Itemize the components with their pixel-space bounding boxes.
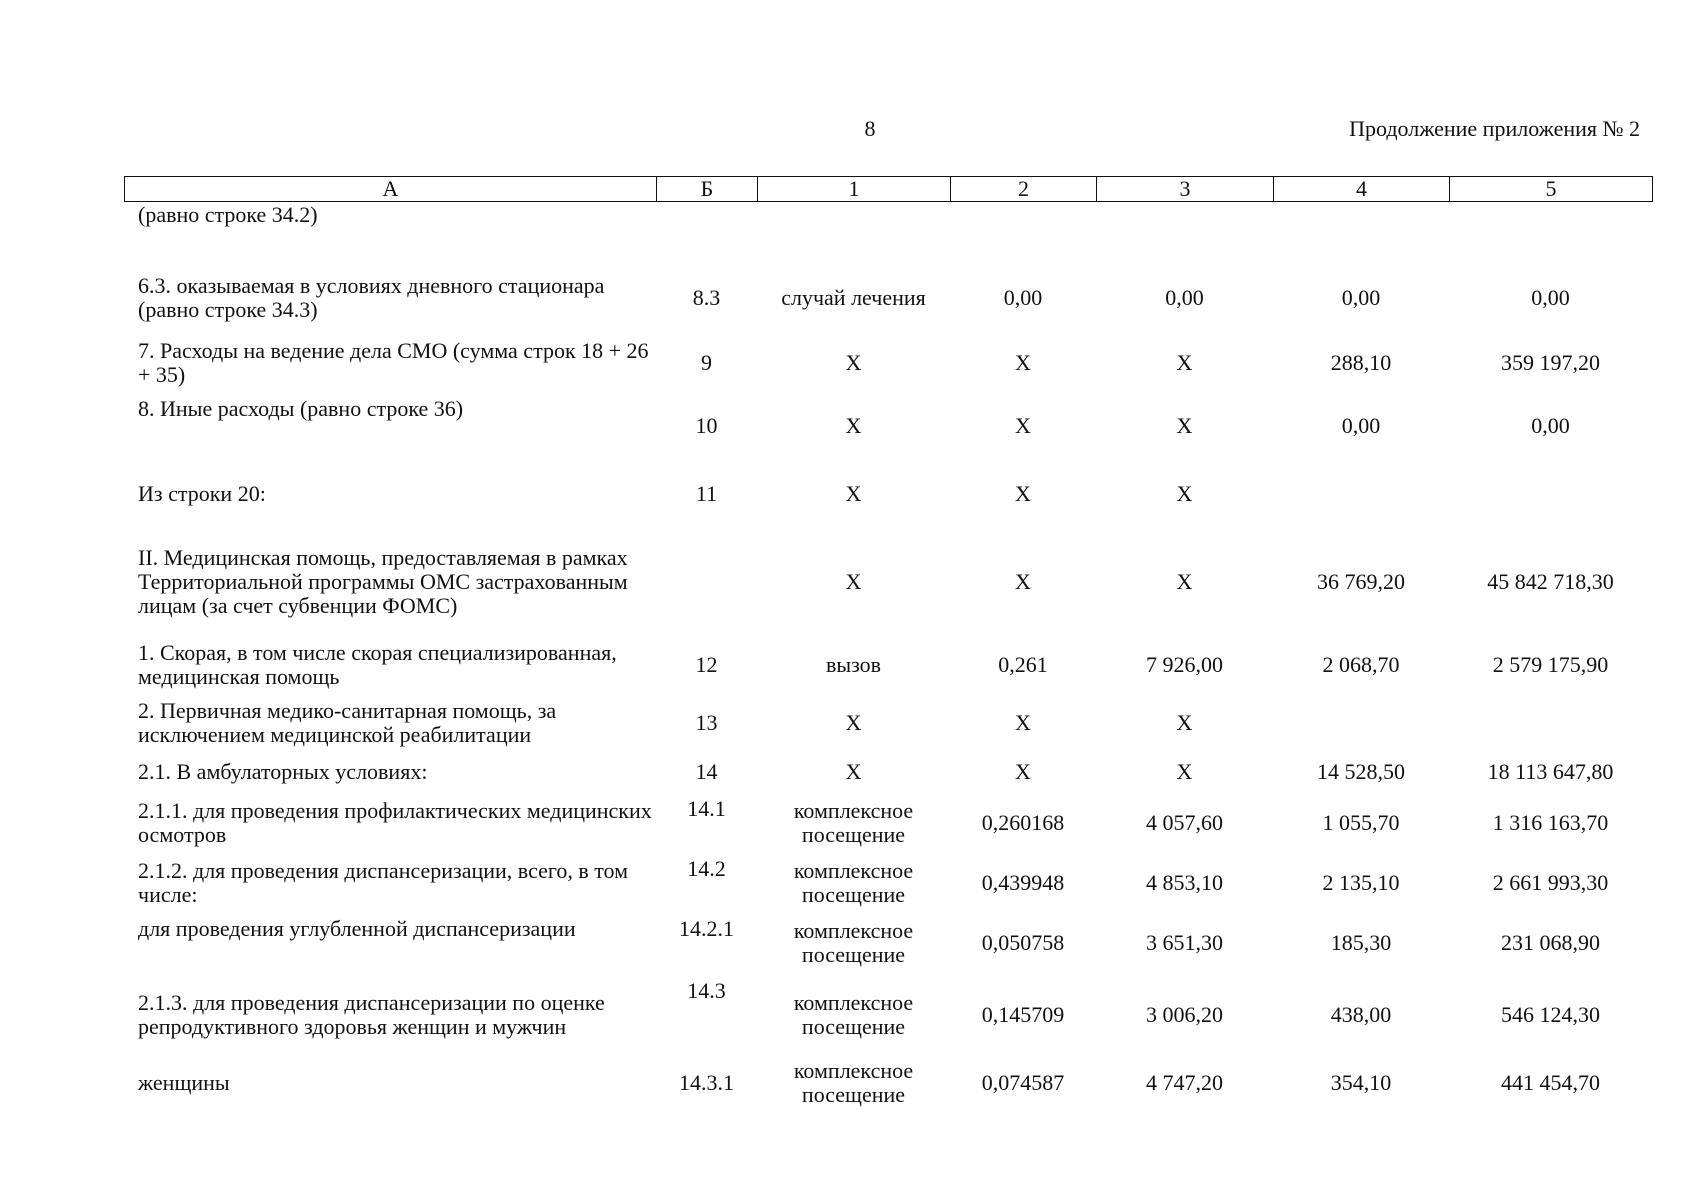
row-code: 13 <box>695 710 718 735</box>
row-code: 12 <box>695 652 718 677</box>
row-value-3: 4 747,20 <box>1146 1070 1223 1095</box>
row-unit: Х <box>845 710 862 735</box>
row-label: для проведения углубленной диспансеризации <box>138 916 576 941</box>
row-value-3: 3 006,20 <box>1146 1002 1223 1027</box>
row-unit: комплексное посещение <box>793 990 914 1039</box>
table-row <box>124 695 1652 751</box>
row-unit: комплексное посещение <box>793 918 914 967</box>
row-code: 14.2.1 <box>679 916 734 941</box>
row-value-3: 7 926,00 <box>1146 652 1223 677</box>
table-row <box>124 203 1652 263</box>
table-row <box>124 853 1652 913</box>
row-code: 9 <box>701 350 712 375</box>
row-value-5: 18 113 647,80 <box>1487 759 1614 784</box>
row-value-2: 0,260168 <box>981 810 1065 835</box>
row-value-2: Х <box>1015 413 1031 438</box>
row-value-5: 546 124,30 <box>1501 1002 1600 1027</box>
table-header <box>124 176 1653 202</box>
row-value-4: 354,10 <box>1330 1070 1392 1095</box>
column-header-1: 1 <box>758 177 951 202</box>
row-value-3 <box>1096 203 1273 263</box>
row-value-4: 0,00 <box>1341 413 1381 438</box>
row-value-5: 2 661 993,30 <box>1492 870 1609 895</box>
row-value-2: Х <box>1015 710 1031 735</box>
row-unit: Х <box>845 481 862 506</box>
column-header-2: 2 <box>951 177 1097 202</box>
row-code: 11 <box>695 481 718 506</box>
table-row <box>124 459 1652 529</box>
column-header-4: 4 <box>1274 177 1450 202</box>
table-row <box>124 1057 1652 1109</box>
row-label: 2.1.2. для проведения диспансеризации, всего, в том числе: <box>138 858 629 907</box>
table-row <box>124 263 1652 333</box>
row-value-5: 0,00 <box>1531 413 1570 438</box>
row-value-4: 288,10 <box>1330 350 1392 375</box>
row-value-5: 1 316 163,70 <box>1492 810 1609 835</box>
row-value-3: 0,00 <box>1165 285 1204 310</box>
row-value-4 <box>1273 459 1449 529</box>
row-unit: Х <box>845 413 862 438</box>
continuation-title: Продолжение приложения № 2 <box>1349 116 1640 141</box>
row-code: 14.3.1 <box>679 1070 734 1095</box>
row-label: (равно строке 34.2) <box>138 202 318 227</box>
row-value-4 <box>1273 695 1449 751</box>
table-row <box>124 793 1652 853</box>
page-number: 8 <box>864 116 876 141</box>
row-value-2: 0,261 <box>998 652 1048 677</box>
row-value-5 <box>1449 459 1652 529</box>
row-label: 7. Расходы на ведение дела СМО (сумма строк 18 + 26 + 35) <box>138 338 649 387</box>
row-value-2: Х <box>1015 350 1031 375</box>
row-value-2: 0,145709 <box>981 1002 1065 1027</box>
row-value-3: Х <box>1176 413 1193 438</box>
row-label: 8. Иные расходы (равно строке 36) <box>138 396 464 421</box>
row-unit: вызов <box>825 652 882 677</box>
row-label: 2.1.3. для проведения диспансеризации по оценке репродуктивного здоровья женщин и мужчин <box>138 990 605 1039</box>
table-body <box>124 203 1652 1109</box>
row-value-5: 0,00 <box>1531 285 1570 310</box>
table-row <box>124 913 1652 973</box>
row-code: 14 <box>695 759 718 784</box>
row-label: 2.1.1. для проведения профилактических медицинских осмотров <box>138 798 652 847</box>
row-label: 2. Первичная медико-санитарная помощь, за исключением медицинской реабилитации <box>138 698 557 747</box>
row-value-4: 36 769,20 <box>1317 569 1405 594</box>
table-row <box>124 393 1652 459</box>
row-value-4 <box>1273 203 1449 263</box>
row-unit: Х <box>845 350 862 375</box>
row-value-4: 14 528,50 <box>1317 759 1405 784</box>
row-value-2: Х <box>1015 759 1031 784</box>
row-label: 6.3. оказываемая в условиях дневного стационара (равно строке 34.3) <box>138 273 605 322</box>
row-value-2: 0,050758 <box>981 930 1065 955</box>
row-value-3: 4 853,10 <box>1146 870 1223 895</box>
row-unit: комплексное посещение <box>793 1058 914 1107</box>
row-unit: Х <box>845 569 862 594</box>
row-value-5: 45 842 718,30 <box>1487 569 1614 594</box>
column-header-5: 5 <box>1450 177 1653 202</box>
row-value-5: 441 454,70 <box>1501 1070 1600 1095</box>
row-unit: Х <box>845 759 862 784</box>
row-value-3: Х <box>1176 350 1193 375</box>
header-row <box>125 177 1653 202</box>
row-value-5: 359 197,20 <box>1501 350 1600 375</box>
table-row <box>124 529 1652 635</box>
row-unit: комплексное посещение <box>793 858 914 907</box>
table-row <box>124 751 1652 793</box>
table-row <box>124 635 1652 695</box>
row-label: 2.1. В амбулаторных условиях: <box>138 759 428 784</box>
row-code: 10 <box>695 413 718 438</box>
row-unit: комплексное посещение <box>793 798 914 847</box>
table-row <box>124 333 1652 393</box>
row-label: женщины <box>138 1070 230 1095</box>
row-value-3: Х <box>1176 481 1193 506</box>
row-value-2: 0,074587 <box>981 1070 1065 1095</box>
row-unit <box>757 203 950 263</box>
row-value-3: 3 651,30 <box>1146 930 1223 955</box>
column-header-3: 3 <box>1097 177 1274 202</box>
row-label: Из строки 20: <box>138 481 266 506</box>
row-value-4: 2 135,10 <box>1322 870 1400 895</box>
row-code: 14.3 <box>687 978 726 1003</box>
row-code: 14.2 <box>687 856 726 881</box>
row-value-2: Х <box>1015 569 1031 594</box>
row-label: 1. Скорая, в том числе скорая специализированная, медицинская помощь <box>138 640 617 689</box>
row-value-5: 231 068,90 <box>1501 930 1600 955</box>
row-value-3: Х <box>1176 710 1193 735</box>
row-code: 8.3 <box>692 285 721 310</box>
row-value-2 <box>950 203 1096 263</box>
row-value-4: 438,00 <box>1330 1002 1392 1027</box>
column-header-a: А <box>125 177 657 202</box>
row-code: 14.1 <box>687 796 726 821</box>
row-value-2: Х <box>1015 481 1031 506</box>
row-value-5: 2 579 175,90 <box>1492 652 1609 677</box>
row-value-4: 0,00 <box>1341 285 1381 310</box>
row-unit: случай лечения <box>781 285 926 310</box>
row-code <box>656 203 757 263</box>
row-value-3: 4 057,60 <box>1146 810 1223 835</box>
row-value-2: 0,00 <box>1003 285 1043 310</box>
row-value-4: 1 055,70 <box>1322 810 1400 835</box>
row-value-5 <box>1449 203 1652 263</box>
row-value-3: Х <box>1176 759 1193 784</box>
table-row <box>124 973 1652 1057</box>
row-label: II. Медицинская помощь, предоставляемая в рамках Территориальной программы ОМС застрахованным лицам (за счет субвенции ФОМС) <box>138 545 628 618</box>
column-header-b: Б <box>657 177 758 202</box>
row-value-3: Х <box>1176 569 1193 594</box>
row-value-2: 0,439948 <box>981 870 1065 895</box>
row-value-4: 185,30 <box>1330 930 1392 955</box>
row-value-5 <box>1449 695 1652 751</box>
row-value-4: 2 068,70 <box>1322 652 1400 677</box>
row-code <box>656 529 757 635</box>
